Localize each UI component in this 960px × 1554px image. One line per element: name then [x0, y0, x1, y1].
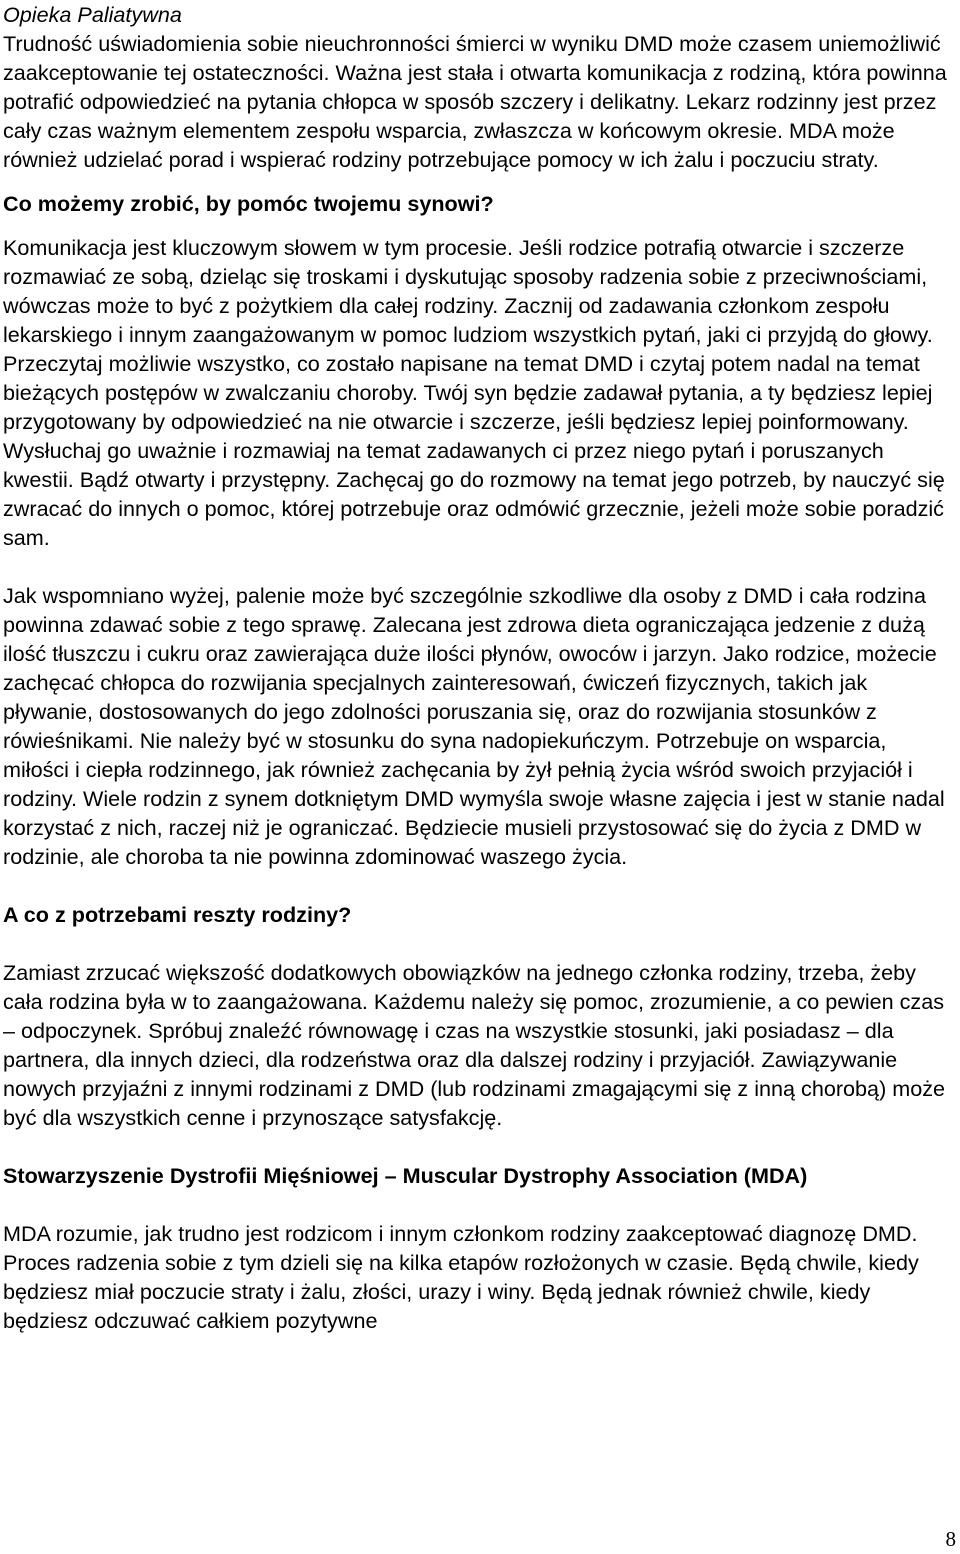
section-heading-help-son: Co możemy zrobić, by pomóc twojemu synowi?	[3, 191, 494, 216]
section-heading-family-needs: A co z potrzebami reszty rodziny?	[3, 902, 352, 927]
spacer	[3, 929, 953, 958]
spacer	[3, 552, 953, 581]
spacer	[3, 1190, 953, 1219]
spacer	[3, 174, 953, 189]
page-content	[3, 0, 953, 1335]
spacer	[3, 871, 953, 900]
paragraph-healthy-lifestyle: Jak wspomniano wyżej, palenie może być szczególnie szkodliwe dla osoby z DMD i cała rodzina powinna zdawać sobie z tego sprawę. Zalecana jest zdrowa dieta ograniczająca jedzenie z dużą ilość tłuszczu i cukru oraz zawierająca duże ilości płynów, owoców i jarzyn. Jako rodzice, możecie zachęcać chłopca do rozwijania specjalnych zainteresowań, ćwiczeń fizycznych, takich jak pływanie, dostosowanych do jego zdolności poruszania się, oraz do rozwijania stosunków z rówieśnikami. Nie należy być w stosunku do syna nadopiekuńczym. Potrzebuje on wsparcia, miłości i ciepła rodzinnego, jak również zachęcania by żył pełnią życia wśród swoich przyjaciół i rodziny. Wiele rodzin z synem dotkniętym DMD wymyśla swoje własne zajęcia i jest w stanie nadal korzystać z nich, raczej niż je ograniczać. Będziecie musieli przystosować się do życia z DMD w rodzinie, ale choroba ta nie powinna zdominować waszego życia.	[3, 583, 945, 869]
paragraph-family-needs: Zamiast zrzucać większość dodatkowych obowiązków na jednego członka rodziny, trzeba, żeby cała rodzina była w to zaangażowana. Każdemu należy się pomoc, zrozumienie, a co pewien czas – odpoczynek. Spróbuj znaleźć równowagę i czas na wszystkie stosunki, jaki posiadasz – dla partnera, dla innych dzieci, dla rodzeństwa oraz dla dalszej rodziny i przyjaciół. Zawiązywanie nowych przyjaźni z innymi rodzinami z DMD (lub rodzinami zmagającymi się z inną chorobą) może być dla wszystkich cenne i przynoszące satysfakcję.	[3, 960, 946, 1130]
paragraph-mda: MDA rozumie, jak trudno jest rodzicom i innym członkom rodziny zaakceptować diagnozę DMD. Proces radzenia sobie z tym dzieli się na kilka etapów rozłożonych w czasie. Będą chwile, kiedy będziesz miał poczucie straty i żalu, złości, urazy i winy. Będą jednak również chwile, kiedy będziesz odczuwać całkiem pozytywne	[3, 1221, 919, 1333]
spacer	[3, 218, 953, 233]
paragraph-palliative-care: Trudność uświadomienia sobie nieuchronności śmierci w wyniku DMD może czasem uniemożliwić zaakceptowanie tej ostateczności. Ważna jest stała i otwarta komunikacja z rodziną, która powinna potrafić odpowiedzieć na pytania chłopca w sposób szczery i delikatny. Lekarz rodzinny jest przez cały czas ważnym elementem zespołu wsparcia, zwłaszcza w końcowym okresie. MDA może również udzielać porad i wspierać rodziny potrzebujące pomocy w ich żalu i poczuciu straty.	[3, 31, 947, 172]
spacer	[3, 1132, 953, 1161]
section-heading-palliative-care: Opieka Paliatywna	[3, 2, 182, 27]
section-heading-mda: Stowarzyszenie Dystrofii Mięśniowej – Muscular Dystrophy Association (MDA)	[3, 1163, 808, 1188]
page-number: 8	[945, 1527, 956, 1551]
paragraph-communication: Komunikacja jest kluczowym słowem w tym procesie. Jeśli rodzice potrafią otwarcie i szczerze rozmawiać ze sobą, dzieląc się troskami i dyskutując sposoby radzenia sobie z przeciwnościami, wówczas może to być z pożytkiem dla całej rodziny. Zacznij od zadawania członkom zespołu lekarskiego i innym zaangażowanym w pomoc ludziom wszystkich pytań, jaki ci przyjdą do głowy. Przeczytaj możliwie wszystko, co zostało napisane na temat DMD i czytaj potem nadal na temat bieżących postępów w zwalczaniu choroby. Twój syn będzie zadawał pytania, a ty będziesz lepiej przygotowany by odpowiedzieć na nie otwarcie i szczerze, jeśli będziesz lepiej poinformowany. Wysłuchaj go uważnie i rozmawiaj na temat zadawanych ci przez niego pytań i poruszanych kwestii. Bądź otwarty i przystępny. Zachęcaj go do rozmowy na temat jego potrzeb, by nauczyć się zwracać do innych o pomoc, której potrzebuje oraz odmówić grzecznie, jeżeli może sobie poradzić sam.	[3, 235, 945, 550]
